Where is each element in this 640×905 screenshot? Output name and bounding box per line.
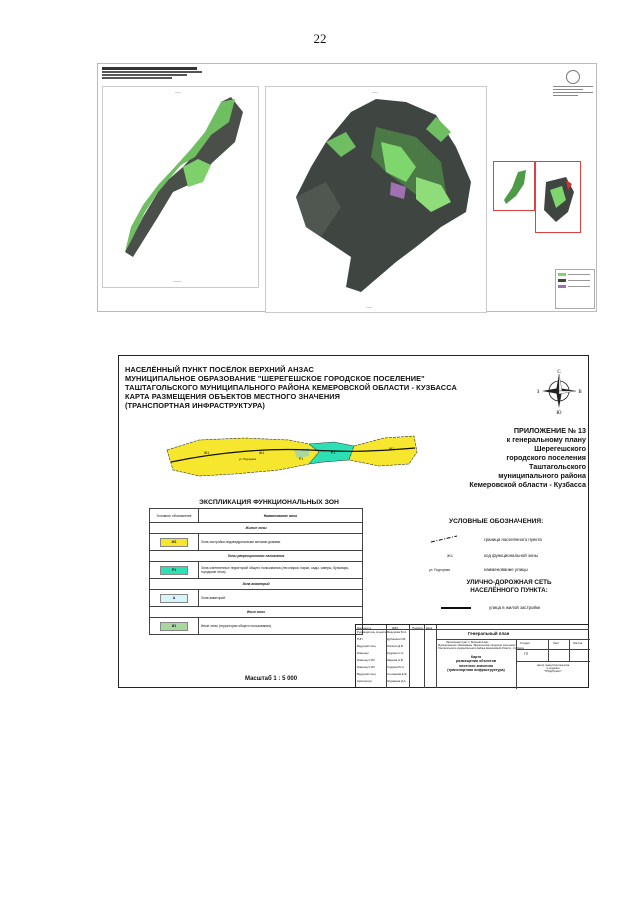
street-line-icon bbox=[441, 607, 471, 609]
svg-text:С: С bbox=[557, 370, 561, 375]
legend-zone-code: код функциональной зоны bbox=[484, 553, 538, 558]
svg-text:Ж1: Ж1 bbox=[259, 451, 265, 455]
overview-map-sheet bbox=[97, 63, 597, 312]
overview-map-left bbox=[103, 87, 258, 287]
svg-text:Р1: Р1 bbox=[299, 457, 304, 461]
svg-text:Ж1: Ж1 bbox=[204, 451, 210, 455]
street-network-title: УЛИЧНО-ДОРОЖНАЯ СЕТЬ НАСЕЛЁННОГО ПУНКТА: bbox=[466, 579, 552, 594]
inset-frame-1 bbox=[493, 161, 535, 211]
svg-text:ул. Подгорная: ул. Подгорная bbox=[239, 458, 257, 461]
settlement-map bbox=[159, 430, 424, 482]
explication-title: ЭКСПЛИКАЦИЯ ФУНКЦИОНАЛЬНЫХ ЗОН bbox=[199, 499, 339, 506]
svg-text:В: В bbox=[578, 390, 582, 395]
title-block: Должность ФИО Подпись Дата Руководитель проекта Федорова Ю.А. ГИП Дубинина И.В. Ведущий спец. Лопатко Д.В. Инженер Кудрина С.А. Инженер ГИС Шарова Н.В. Инженер ГИС Гордина Ю.С. Ведущий спец. Степанова Е.Ф. Архитектор Журавлев Д.А. Генеральный план Населённый пункт п. Верхний Анзас Муниципальное образование "Шерегешское городское поселение" Таштагольского муниципального района Кемеровской области - Кузбасса Карта размещения объектов местного значения (транспортная инфраструктура) Стадия Лист Листов ГП Центр градостроительства и геодезии "ГРАД-Проект" bbox=[355, 624, 589, 688]
zone-swatch-r1: Р1 bbox=[160, 566, 188, 575]
map-scale: Масштаб 1 : 5 000 bbox=[245, 676, 298, 682]
sheet-title: НАСЕЛЁННЫЙ ПУНКТ ПОСЁЛОК ВЕРХНИЙ АНЗАС МУНИЦИПАЛЬНОЕ ОБРАЗОВАНИЕ "ШЕРЕГЕШСКОЕ ГОРОДСКОЕ ПОСЕЛЕНИЕ" ТАШТАГОЛЬСКОГО МУНИЦИПАЛЬНОГО РАЙОНА КЕМЕРОВСКОЙ ОБЛАСТИ - КУЗБАССА КАРТА РАЗМЕЩЕНИЯ ОБЪЕКТОВ МЕСТНОГО ЗНАЧЕНИЯ (ТРАНСПОРТНАЯ ИНФРАСТРУКТУРА) bbox=[125, 365, 457, 410]
zone-swatch-zh1: Ж1 bbox=[160, 538, 188, 547]
legend-title: УСЛОВНЫЕ ОБОЗНАЧЕНИЯ: bbox=[449, 518, 544, 525]
inset-frame-2 bbox=[535, 161, 581, 233]
overview-stamp bbox=[555, 269, 595, 309]
overview-frame-left: —— ——— bbox=[102, 86, 259, 288]
appendix-caption: ПРИЛОЖЕНИЕ № 13 к генеральному плану Шерегешского городского поселения Таштагольского муниципального района Кемеровской области - Кузбасса bbox=[469, 426, 586, 489]
zone-swatch-i1: И1 bbox=[160, 622, 188, 631]
svg-text:Ю: Ю bbox=[556, 411, 562, 414]
explication-table: Условное обозначение Наименование зоны Жилые зоны Ж1 Зона застройки индивидуальными жилыми домами. Зоны рекреационного назначения Р1 Зона озелененных территорий общего пользования (лесопарки, парки, сады, скверы, бульвары, городские леса). Зона акваторий А Зона акваторий. Иные зоны И1 Иные зоны (территории общего пользования). bbox=[149, 508, 363, 635]
legend-street-sym: ул. Подгорная bbox=[429, 568, 450, 572]
transport-map-sheet bbox=[118, 355, 589, 688]
map-name-block: Карта размещения объектов местного значения (транспортная инфраструктура) bbox=[447, 655, 505, 673]
overview-map-middle bbox=[266, 87, 486, 312]
legend-boundary: граница населённого пункта bbox=[484, 537, 542, 542]
svg-text:Ж1: Ж1 bbox=[389, 447, 395, 451]
svg-text:Р1: Р1 bbox=[331, 451, 336, 455]
zone-swatch-a: А bbox=[160, 594, 188, 603]
page-number: 22 bbox=[313, 31, 327, 46]
svg-text:З: З bbox=[536, 390, 540, 395]
overview-right-legend bbox=[553, 70, 593, 98]
legend-code-sym: Ж1 bbox=[447, 553, 453, 558]
boundary-line-icon bbox=[429, 534, 459, 544]
organization-block: Центр градостроительства и геодезии "ГРАД-Проект" bbox=[536, 664, 570, 674]
legend-residential-street: улица в жилой застройке bbox=[489, 605, 541, 610]
overview-header bbox=[102, 67, 212, 79]
legend-street-name: наименование улицы bbox=[484, 567, 528, 572]
compass-rose-icon bbox=[536, 366, 582, 414]
overview-frame-middle: —— —— bbox=[265, 86, 487, 313]
